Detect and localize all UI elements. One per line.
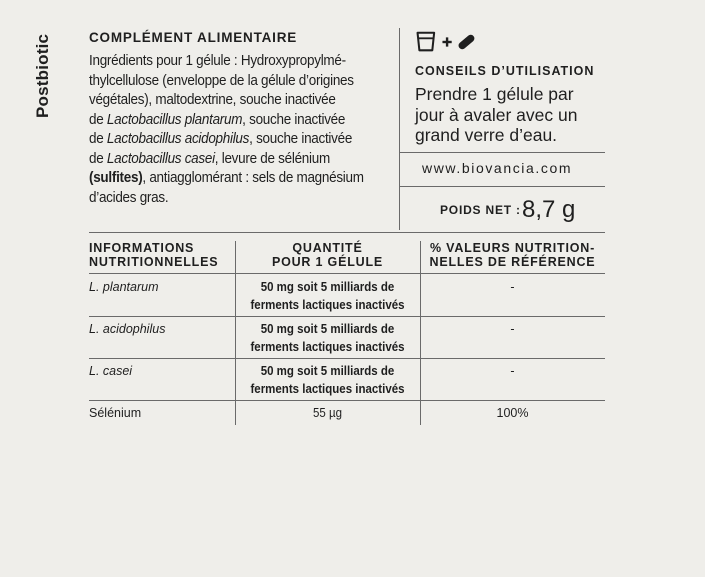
usage-line: jour à avaler avec un [415, 104, 578, 125]
row-name: L. acidophilus [89, 322, 166, 336]
ingredients-title: COMPLÉMENT ALIMENTAIRE [89, 30, 298, 45]
usage-title: CONSEILS D’UTILISATION [415, 64, 595, 78]
ingredients-line [89, 91, 368, 111]
row-quantity: 50 mg soit 5 milliards de ferments lactiques inactivés [250, 322, 405, 354]
row-reference-value: - [510, 280, 515, 294]
brand-side-label: Postbiotic [33, 33, 52, 118]
ingredients-segment: Lactobacillus casei [106, 150, 215, 167]
ingredients-line [89, 130, 368, 150]
table-row-divider [89, 316, 605, 317]
section-divider-vertical [399, 28, 400, 230]
usage-icons [413, 30, 483, 54]
ingredients-segment: , souche inactivée [242, 111, 346, 128]
ingredients-line [89, 169, 368, 189]
net-weight-value: 8,7 g [522, 196, 576, 223]
ingredients-segment: (sulfites) [89, 170, 143, 186]
capsule-icon [457, 33, 476, 51]
row-quantity: 50 mg soit 5 milliards de ferments lactiques inactivés [250, 280, 405, 312]
ingredients-line [89, 150, 368, 170]
usage-line: grand verre d’eau. [415, 125, 558, 145]
ingredients-segment: thylcellulose (enveloppe de la gélule d’origines [89, 72, 354, 89]
row-reference-value: 100% [496, 406, 529, 420]
ingredients-line [89, 72, 368, 92]
ingredients-segment: de [89, 150, 107, 167]
table-top-line [89, 232, 605, 233]
website-link[interactable]: www.biovancia.com [422, 160, 573, 176]
table-header-line [89, 273, 605, 274]
ingredients-segment: d’acides gras. [89, 189, 169, 206]
glass-icon [418, 33, 435, 51]
usage-instructions [415, 84, 615, 146]
net-weight-label: POIDS NET : [440, 203, 521, 217]
table-header-quantity: QUANTITÉ POUR 1 GÉLULE [271, 241, 384, 269]
table-row-divider [89, 400, 605, 401]
usage-divider [399, 152, 605, 153]
ingredients-segment: de [89, 111, 107, 128]
ingredients-segment: Ingrédients pour 1 gélule : Hydroxypropylmé- [89, 53, 346, 69]
usage-line: Prendre 1 gélule par [415, 84, 574, 104]
ingredients-line [89, 52, 368, 72]
table-header-info: INFORMATIONS NUTRITIONNELLES [89, 241, 219, 269]
row-reference-value: - [510, 322, 515, 336]
website-divider [399, 186, 605, 187]
row-name: L. plantarum [89, 280, 159, 294]
table-header-reference-values: % VALEURS NUTRITION- NELLES DE RÉFÉRENCE [429, 241, 596, 269]
ingredients-segment: de [89, 131, 107, 147]
ingredients-segment: , souche inactivée [249, 131, 353, 147]
row-reference-value: - [510, 364, 515, 378]
ingredients-segment: Lactobacillus plantarum [106, 111, 243, 128]
ingredients-segment: , levure de sélénium [214, 150, 330, 167]
ingredients-segment: , antiagglomérant : sels de magnésium [142, 170, 364, 186]
ingredients-line [89, 189, 368, 209]
plus-icon [442, 37, 451, 46]
ingredients-segment: Lactobacillus acidophilus [106, 131, 250, 147]
table-row-divider [89, 358, 605, 359]
row-name: Sélénium [89, 406, 142, 420]
row-name: L. casei [89, 364, 133, 378]
row-quantity: 50 mg soit 5 milliards de ferments lactiques inactivés [250, 364, 405, 396]
ingredients-segment: végétales), maltodextrine, souche inactivée [89, 92, 336, 108]
ingredients-line [89, 111, 368, 131]
ingredients-text [89, 52, 368, 208]
row-quantity: 55 µg [312, 406, 343, 420]
